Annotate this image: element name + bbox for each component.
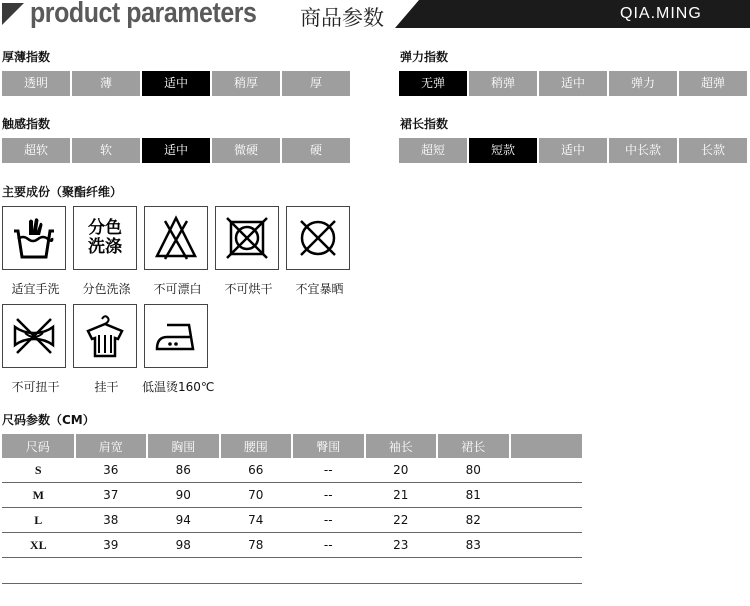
table-cell	[510, 458, 583, 483]
size-cell: M	[2, 483, 75, 508]
table-cell: 23	[365, 533, 438, 558]
table-cell: 82	[437, 508, 510, 533]
header-empty	[510, 434, 583, 458]
length-options	[399, 138, 747, 163]
care-label: 分色洗涤	[82, 282, 131, 296]
care-label: 不宜暴晒	[295, 282, 344, 296]
separate-wash-icon: 分色 洗涤	[73, 206, 137, 270]
care-label: 不可烘干	[224, 282, 273, 296]
table-cell: 98	[147, 533, 220, 558]
header-title-cn: 商品参数	[300, 6, 384, 30]
care-label: 挂干	[94, 380, 119, 394]
care-label: 不可扭干	[11, 380, 60, 394]
care-item-no-tumble-dry	[213, 206, 284, 297]
no-sun-dry-icon	[293, 213, 343, 263]
thickness-option: 薄	[72, 71, 140, 96]
length-option: 中长款	[609, 138, 677, 163]
length-title: 裙长指数	[400, 117, 449, 131]
thickness-option: 透明	[2, 71, 70, 96]
table-cell	[510, 483, 583, 508]
no-wring-icon	[9, 311, 59, 361]
table-cell: 21	[365, 483, 438, 508]
header-size: 尺码	[2, 434, 75, 458]
table-cell: --	[292, 533, 365, 558]
no-tumble-dry-icon	[222, 213, 272, 263]
table-cell: --	[292, 508, 365, 533]
table-cell: 37	[75, 483, 148, 508]
touch-option: 硬	[282, 138, 350, 163]
table-cell: 38	[75, 508, 148, 533]
touch-title: 触感指数	[2, 117, 51, 131]
elasticity-option: 无弹	[399, 71, 467, 96]
length-option: 短款	[469, 138, 537, 163]
table-cell	[510, 508, 583, 533]
table-cell: 66	[220, 458, 293, 483]
care-item-no-sun-dry	[284, 206, 355, 297]
size-table	[2, 434, 582, 558]
table-cell: --	[292, 483, 365, 508]
care-item-no-wring	[0, 304, 71, 395]
hand-wash-icon	[9, 213, 59, 263]
table-row	[2, 533, 582, 558]
brand-name: QIA.MING	[620, 5, 702, 22]
bottom-divider	[2, 583, 582, 584]
table-cell: 36	[75, 458, 148, 483]
care-label: 低温烫160℃	[142, 380, 215, 394]
touch-option: 微硬	[212, 138, 280, 163]
triangle-mark-icon	[2, 3, 24, 25]
header-hip: 臀围	[292, 434, 365, 458]
table-cell: 22	[365, 508, 438, 533]
header-waist: 腰围	[220, 434, 293, 458]
header-banner	[0, 0, 750, 30]
table-row	[2, 458, 582, 483]
thickness-option: 适中	[142, 71, 210, 96]
table-cell: 90	[147, 483, 220, 508]
table-cell: 83	[437, 533, 510, 558]
size-cell: XL	[2, 533, 75, 558]
size-cell: S	[2, 458, 75, 483]
elasticity-option: 弹力	[609, 71, 677, 96]
care-item-hang-dry	[71, 304, 142, 395]
care-item-hand-wash	[0, 206, 71, 297]
table-cell: 20	[365, 458, 438, 483]
length-option: 长款	[679, 138, 747, 163]
touch-option: 超软	[2, 138, 70, 163]
header-shoulder: 肩宽	[75, 434, 148, 458]
table-row	[2, 508, 582, 533]
table-cell: 39	[75, 533, 148, 558]
header-sleeve: 袖长	[365, 434, 438, 458]
care-item-iron-low	[142, 304, 213, 395]
table-cell: 94	[147, 508, 220, 533]
care-row-2	[0, 304, 213, 395]
care-item-no-bleach	[142, 206, 213, 297]
touch-option: 软	[72, 138, 140, 163]
length-option: 适中	[539, 138, 607, 163]
touch-option: 适中	[142, 138, 210, 163]
length-option: 超短	[399, 138, 467, 163]
table-cell: --	[292, 458, 365, 483]
composition-title: 主要成份（聚酯纤维）	[2, 185, 123, 199]
no-bleach-icon	[151, 213, 201, 263]
touch-options	[2, 138, 350, 163]
table-cell: 78	[220, 533, 293, 558]
table-cell: 81	[437, 483, 510, 508]
thickness-options	[2, 71, 350, 96]
header-skirt-length: 裙长	[437, 434, 510, 458]
thickness-option: 稍厚	[212, 71, 280, 96]
care-row-1	[0, 206, 355, 297]
table-cell: 74	[220, 508, 293, 533]
header-title-en: product parameters	[30, 0, 257, 29]
care-label: 不可漂白	[153, 282, 202, 296]
table-cell: 80	[437, 458, 510, 483]
elasticity-option: 超弹	[679, 71, 747, 96]
elasticity-title: 弹力指数	[400, 50, 449, 64]
thickness-option: 厚	[282, 71, 350, 96]
size-cell: L	[2, 508, 75, 533]
table-cell	[510, 533, 583, 558]
care-item-separate-wash	[71, 206, 142, 297]
size-table-title: 尺码参数（CM）	[2, 413, 95, 427]
elasticity-options	[399, 71, 747, 96]
elasticity-option: 适中	[539, 71, 607, 96]
care-label: 适宜手洗	[11, 282, 60, 296]
elasticity-option: 稍弹	[469, 71, 537, 96]
iron-low-temp-icon	[151, 311, 201, 361]
thickness-title: 厚薄指数	[2, 50, 51, 64]
hang-dry-icon	[80, 311, 130, 361]
table-cell: 86	[147, 458, 220, 483]
table-cell: 70	[220, 483, 293, 508]
size-table-header-row	[2, 434, 582, 458]
table-row	[2, 483, 582, 508]
header-chest: 胸围	[147, 434, 220, 458]
